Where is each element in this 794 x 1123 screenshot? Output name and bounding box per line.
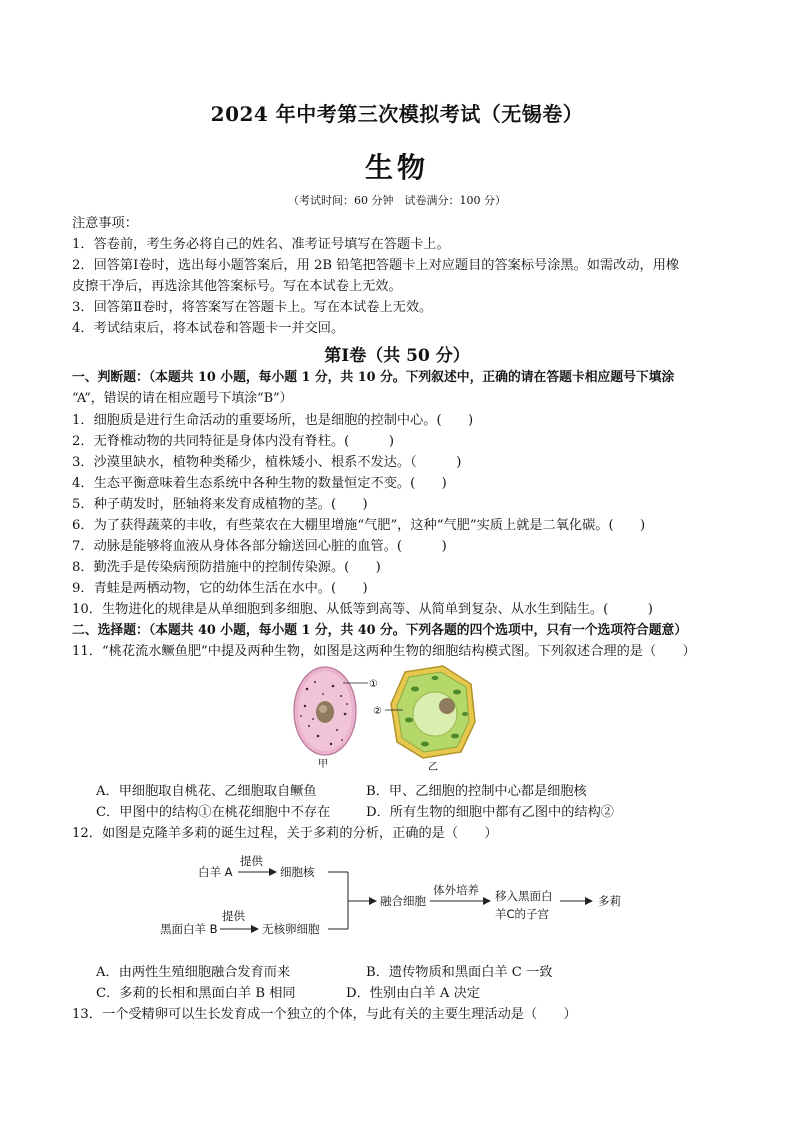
notes-heading: 注意事项： [72, 216, 138, 231]
sheep-b-label: 黑面白羊 B [160, 922, 218, 936]
tf-question: 3．沙漠里缺水，植物种类稀少，植株矮小、根系不发达。（ ) [72, 455, 462, 470]
marker-2: ② [373, 706, 382, 717]
egg-label: 无核卵细胞 [262, 922, 320, 936]
note-item: 1．答卷前，考生务必将自己的姓名、准考证号填写在答题卡上。 [72, 237, 450, 252]
cell-b-label: 乙 [428, 762, 438, 773]
plant-cell [391, 666, 475, 758]
fused-cell-label: 融合细胞 [380, 894, 426, 908]
sheep-a-label: 白羊 A [198, 865, 233, 879]
note-item: 3．回答第Ⅱ卷时，将答案写在答题卡上。写在本试卷上无效。 [72, 300, 433, 315]
q13-stem: 13．一个受精卵可以生长发育成一个独立的个体，与此有关的主要生理活动是（ ） [72, 1007, 577, 1022]
transfer-label-2: 羊C的子宫 [495, 907, 550, 921]
q12-option-c: C．多莉的长相和黑面白羊 B 相同 [96, 986, 296, 1001]
marker-1: ① [369, 679, 378, 690]
note-item: 4．考试结束后，将本试卷和答题卡一并交回。 [72, 321, 345, 336]
note-item: 皮擦干净后，再选涂其他答案标号。写在本试卷上无效。 [72, 279, 402, 294]
tf-question: 1．细胞质是进行生命活动的重要场所，也是细胞的控制中心。( ) [72, 413, 474, 428]
q12-stem: 12．如图是克隆羊多莉的诞生过程，关于多莉的分析，正确的是（ ） [72, 826, 498, 841]
tf-question: 7．动脉是能够将血液从身体各部分输送回心脏的血管。( ) [72, 539, 447, 554]
cell-structure-figure [285, 664, 490, 774]
section2-heading: 二、选择题：（本题共 40 小题，每小题 1 分，共 40 分。下列各题的四个选项中，只有一个选项符合题意） [72, 623, 688, 638]
exam-title: 2024 年中考第三次模拟考试（无锡卷） [210, 102, 584, 126]
q12-option-b: B．遗传物质和黑面白羊 C 一致 [366, 965, 553, 980]
transfer-label-1: 移入黑面白 [495, 889, 553, 903]
provide-label-1: 提供 [240, 854, 263, 868]
tf-question: 4．生态平衡意味着生态系统中各种生物的数量恒定不变。( ) [72, 476, 447, 491]
cloning-diagram [150, 848, 640, 948]
tf-question: 5．种子萌发时，胚轴将来发育成植物的茎。( ) [72, 497, 368, 512]
animal-cell [294, 667, 356, 755]
note-item: 2．回答第Ⅰ卷时，选出每小题答案后，用 2B 铅笔把答题卡上对应题目的答案标号涂黑。如需改动，用橡 [72, 258, 680, 273]
q11-option-b: B．甲、乙细胞的控制中心都是细胞核 [366, 784, 587, 799]
q11-option-c: C．甲图中的结构①在桃花细胞中不存在 [96, 805, 331, 820]
q11-option-a: A．甲细胞取自桃花、乙细胞取自鳜鱼 [96, 784, 317, 799]
exam-info: （考试时间：60 分钟 试卷满分：100 分） [288, 194, 506, 207]
q12-option-d: D．性别由白羊 A 决定 [346, 986, 480, 1001]
subject-title: 生物 [364, 151, 429, 184]
dolly-label: 多莉 [598, 894, 621, 908]
tf-question: 10．生物进化的规律是从单细胞到多细胞、从低等到高等、从简单到复杂、从水生到陆生。( ) [72, 602, 653, 617]
section1-heading-line2: “A”，错误的请在相应题号下填涂“B”） [72, 391, 293, 406]
q11-option-d: D．所有生物的细胞中都有乙图中的结构② [366, 805, 614, 820]
tf-question: 8．勤洗手是传染病预防措施中的控制传染源。( ) [72, 560, 381, 575]
nucleus-label: 细胞核 [280, 865, 315, 879]
tf-question: 6．为了获得蔬菜的丰收，有些菜农在大棚里增施“气肥”，这种“气肥”实质上就是二氧化碳。( ) [72, 518, 646, 533]
cell-a-label: 甲 [318, 759, 328, 770]
tf-question: 2．无脊椎动物的共同特征是身体内没有脊柱。( ) [72, 434, 394, 449]
provide-label-2: 提供 [222, 909, 245, 923]
tf-question: 9．青蛙是两栖动物，它的幼体生活在水中。( ) [72, 581, 368, 596]
part-title: 第Ⅰ卷（共 50 分） [324, 346, 470, 366]
q12-option-a: A．由两性生殖细胞融合发育而来 [96, 965, 291, 980]
q11-stem: 11．“桃花流水鳜鱼肥”中提及两种生物，如图是这两种生物的细胞结构模式图。下列叙述合理的是（ ） [72, 644, 696, 659]
culture-label: 体外培养 [433, 883, 479, 897]
section1-heading-line1: 一、判断题：（本题共 10 小题，每小题 1 分，共 10 分。下列叙述中，正确的请在答题卡相应题号下填涂 [72, 370, 675, 385]
